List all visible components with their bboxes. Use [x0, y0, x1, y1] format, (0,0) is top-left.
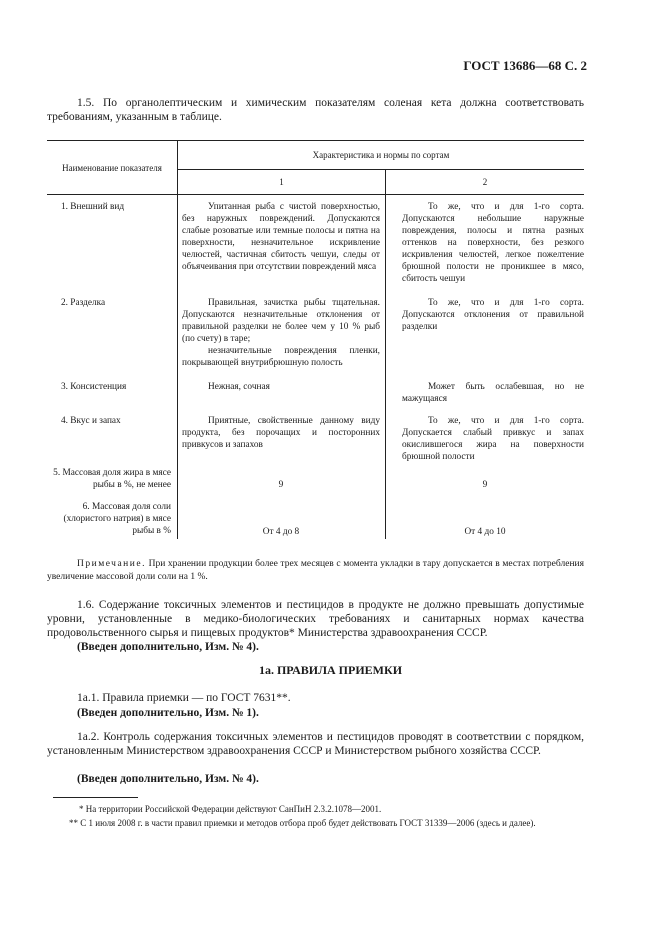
column-header-grade-2: 2: [386, 170, 585, 195]
table-row: [47, 293, 584, 377]
paragraph-1-5: 1.5. По органолептическим и химическим показателям соленая кета должна соответствовать требованиям, указанным в таблице.: [47, 97, 584, 123]
table-row: [47, 195, 584, 294]
paragraph-1-6: 1.6. Содержание токсичных элементов и пестицидов в продукте не должно превышать допустимые уровни, установленные в медико-биологических требованиях и санитарных нормах качества продовольственного сырья и пищевых продуктов* Министерства здравоохранения СССР.: [47, 599, 584, 639]
grade-2-value: То же, что и для 1-го сорта. Допускаются небольшие наружные повреждения, полосы и пятна разных оттенков на поверхности, без резкого искривления челюстей, легкое пожелтение брюшной полости не проникшее в мясо, сбитость чешуи: [402, 202, 584, 284]
grade-2-value: 9: [482, 480, 488, 490]
grade-2-value: То же, что и для 1-го сорта. Допускаются отклонения от правильной разделки: [402, 298, 584, 332]
page-header: ГОСТ 13686—68 С. 2: [463, 58, 587, 73]
table-note: [47, 558, 584, 584]
grade-1-value: [178, 293, 386, 377]
paragraph-1a-1: 1а.1. Правила приемки — по ГОСТ 7631**.: [77, 692, 291, 704]
footnote-2: ** С 1 июля 2008 г. в части правил приемки и методов отбора проб будет действовать ГОСТ 31339—2006 (здесь и далее).: [69, 818, 536, 828]
quality-table: [47, 140, 584, 539]
section-title: 1а. ПРАВИЛА ПРИЕМКИ: [258, 663, 403, 677]
table-row: [47, 411, 584, 463]
grade-1-value: От 4 до 8: [178, 495, 386, 539]
grade-2-value: То же, что и для 1-го сорта. Допускается слабый привкус и запах окислившегося жира на поверхности брюшной полости: [402, 416, 584, 462]
amendment-note: (Введен дополнительно, Изм. № 4).: [77, 641, 259, 653]
table-row: [47, 495, 584, 539]
column-header-grades: Характеристика и нормы по сортам: [178, 141, 585, 170]
row-name: 5. Массовая доля жира в мясе рыбы в %, не менее: [47, 463, 178, 495]
table-row: [47, 463, 584, 495]
footnote-1: * На территории Российской Федерации действуют СанПиН 2.3.2.1078—2001.: [79, 804, 382, 814]
row-name: 6. Массовая доля соли (хлористого натрия) в мясе рыбы в %: [47, 495, 178, 539]
row-name: 2. Разделка: [47, 293, 178, 377]
note-text: При хранении продукции более трех месяцев с момента укладки в тару допускается в местах потребления увеличение массовой доли соли на 1 %.: [47, 559, 584, 582]
column-header-grade-1: 1: [178, 170, 386, 195]
grade-1-value: Упитанная рыба с чистой поверхностью, без наружных повреждений. Допускаются слабые розоватые или темные полосы и пятна на поверхности, незначительное искривление челюстей, частичная сбитость чешуи, следы от объячеивания при отсутствии повреждений мяса: [178, 195, 386, 294]
grade-1-value: 9: [178, 463, 386, 495]
column-header-indicator: Наименование показателя: [47, 141, 178, 195]
grade-1-value: Нежная, сочная: [178, 377, 386, 411]
grade-2-value: От 4 до 10: [464, 527, 506, 537]
table-row: [47, 377, 584, 411]
row-name: 3. Консистенция: [47, 377, 178, 411]
paragraph-1a-2: 1а.2. Контроль содержания токсичных элементов и пестицидов проводят в соответствии с порядком, установленным Министерством здравоохранения СССР и Министерством рыбного хозяйства СССР.: [47, 731, 584, 757]
amendment-note: (Введен дополнительно, Изм. № 4).: [77, 773, 259, 785]
grade-1-value: Приятные, свойственные данному виду продукта, без порочащих и посторонних привкусов и запахов: [178, 411, 386, 463]
grade-2-value: Может быть ослабевшая, но не мажущаяся: [402, 382, 584, 404]
note-label: Примечание.: [77, 559, 146, 569]
row-name: 1. Внешний вид: [47, 195, 178, 294]
grade-1-value-part-1: Правильная, зачистка рыбы тщательная. Допускаются незначительные отклонения от правильной разделки не более чем у 10 % рыб (по счету) в таре;: [182, 298, 380, 344]
amendment-note: (Введен дополнительно, Изм. № 1).: [77, 707, 259, 719]
grade-1-value-part-2: незначительные повреждения пленки, покрывающей внутрибрюшную полость: [182, 346, 380, 368]
footnote-divider: [53, 797, 138, 798]
row-name: 4. Вкус и запах: [47, 411, 178, 463]
